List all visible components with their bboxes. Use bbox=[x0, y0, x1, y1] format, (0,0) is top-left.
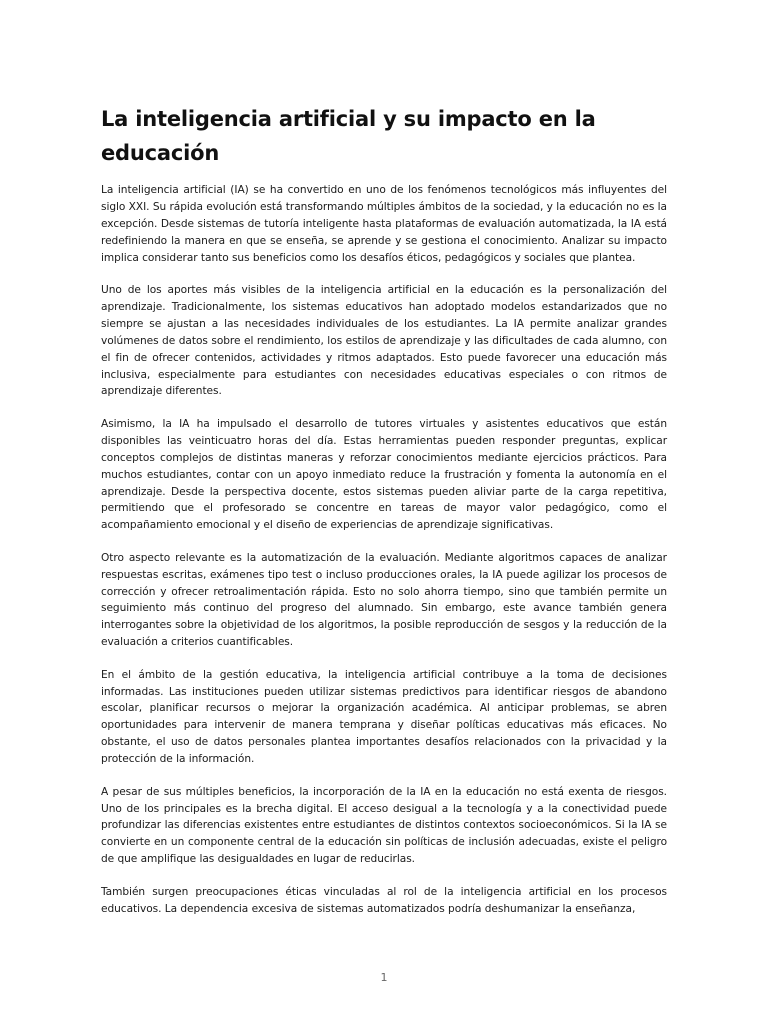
paragraph-3: Asimismo, la IA ha impulsado el desarrollo de tutores virtuales y asistentes educativos que están disponibles las veinticuatro horas del día. Estas herramientas pueden responder preguntas, explicar conceptos complejos de distintas maneras y reforzar conocimientos mediante ejercicios prácticos. Para muchos estudiantes, contar con un apoyo inmediato reduce la frustración y fomenta la autonomía en el aprendizaje. Desde la perspectiva docente, estos sistemas pueden aliviar parte de la carga repetitiva, permitiendo que el profesorado se concentre en tareas de mayor valor pedagógico, como el acompañamiento emocional y el diseño de experiencias de aprendizaje significativas. bbox=[101, 417, 667, 532]
paragraph-4: Otro aspecto relevante es la automatización de la evaluación. Mediante algoritmos capaces de analizar respuestas escritas, exámenes tipo test o incluso producciones orales, la IA puede agilizar los procesos de corrección y ofrecer retroalimentación rápida. Esto no solo ahorra tiempo, sino que también permite un seguimiento más continuo del progreso del alumnado. Sin embargo, este avance también genera interrogantes sobre la objetividad de los algoritmos, la posible reproducción de sesgos y la reducción de la evaluación a criterios cuantificables. bbox=[101, 551, 667, 649]
document-page bbox=[101, 102, 667, 933]
paragraph-1: La inteligencia artificial (IA) se ha convertido en uno de los fenómenos tecnológicos más influyentes del siglo XXI. Su rápida evolución está transformando múltiples ámbitos de la sociedad, y la educación no es la excepción. Desde sistemas de tutoría inteligente hasta plataformas de evaluación automatizada, la IA está redefiniendo la manera en que se enseña, se aprende y se gestiona el conocimiento. Analizar su impacto implica considerar tanto sus beneficios como los desafíos éticos, pedagógicos y sociales que plantea. bbox=[101, 184, 667, 264]
paragraph-5: En el ámbito de la gestión educativa, la inteligencia artificial contribuye a la toma de decisiones informadas. Las instituciones pueden utilizar sistemas predictivos para identificar riesgos de abandono escolar, planificar recursos o mejorar la organización académica. Al anticipar problemas, se abren oportunidades para intervenir de manera temprana y diseñar políticas educativas más eficaces. No obstante, el uso de datos personales plantea importantes desafíos relacionados con la privacidad y la protección de la información. bbox=[101, 668, 667, 766]
page-number: 1 bbox=[380, 971, 388, 984]
document-title: La inteligencia artificial y su impacto en la educación bbox=[101, 107, 596, 165]
paragraph-7: También surgen preocupaciones éticas vinculadas al rol de la inteligencia artificial en los procesos educativos. La dependencia excesiva de sistemas automatizados podría deshumanizar la enseñanza, bbox=[101, 885, 667, 915]
paragraph-6: A pesar de sus múltiples beneficios, la incorporación de la IA en la educación no está exenta de riesgos. Uno de los principales es la brecha digital. El acceso desigual a la tecnología y a la conectividad puede profundizar las diferencias existentes entre estudiantes de distintos contextos socioeconómicos. Si la IA se convierte en un componente central de la educación sin políticas de inclusión adecuadas, existe el peligro de que amplifique las desigualdades en lugar de reducirlas. bbox=[101, 785, 667, 866]
paragraph-2: Uno de los aportes más visibles de la inteligencia artificial en la educación es la personalización del aprendizaje. Tradicionalmente, los sistemas educativos han adoptado modelos estandarizados que no siempre se ajustan a las necesidades individuales de los estudiantes. La IA permite analizar grandes volúmenes de datos sobre el rendimiento, los estilos de aprendizaje y las dificultades de cada alumno, con el fin de ofrecer contenidos, actividades y ritmos adaptados. Esto puede favorecer una educación más inclusiva, especialmente para estudiantes con necesidades educativas especiales o con ritmos de aprendizaje diferentes. bbox=[101, 284, 667, 398]
